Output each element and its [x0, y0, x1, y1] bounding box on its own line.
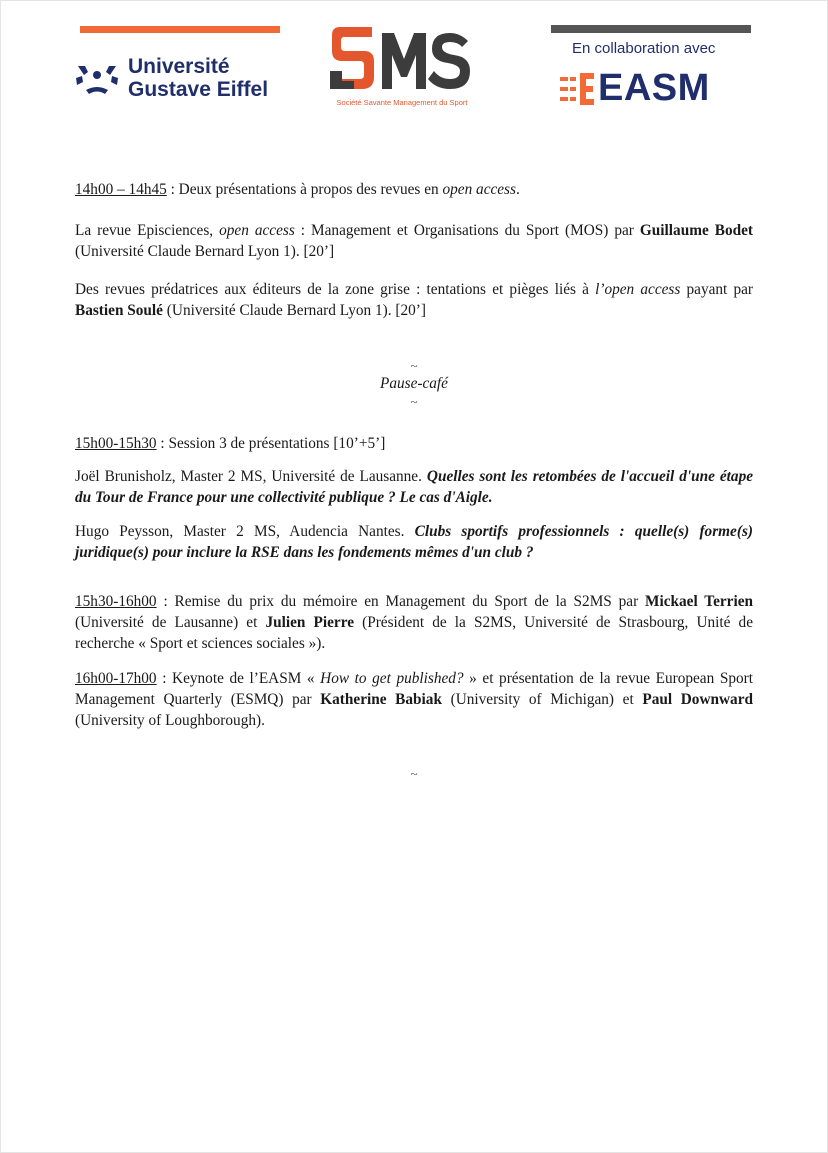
slot-text: (Président de la S2MS, Université de Strasbourg, Unité de recherche « Sport et sciences sociales »).: [75, 614, 753, 652]
talk-title: Quelles sont les retombées de l'accueil d'une étape du Tour de France pour une collectivité publique ? Le cas d'Aigle.: [75, 468, 754, 506]
speaker-name: Paul Downward: [642, 691, 753, 708]
talk-text-italic: l’open access: [595, 281, 681, 298]
easm-name: EASM: [598, 67, 710, 109]
slot-text: (Université de Lausanne) et: [75, 614, 266, 631]
slot-15h30: [75, 591, 753, 654]
s2ms-tagline: Société Savante Management du Sport: [336, 98, 468, 107]
slot-text: : Keynote de l’EASM «: [156, 670, 321, 687]
talk-text: La revue Episciences,: [75, 222, 220, 239]
talk-text: (Université Claude Bernard Lyon 1). [20’]: [162, 302, 426, 319]
slot-text-italic: How to get published?: [320, 670, 464, 687]
uge-name-line1: Université: [128, 55, 230, 78]
slot-text: : Session 3 de présentations [10’+5’]: [156, 435, 386, 452]
separator-tilde: ~: [410, 358, 418, 373]
end-separator-tilde: ~: [410, 766, 418, 781]
presenter: Joël Brunisholz, Master 2 MS, Université de Lausanne.: [75, 468, 427, 485]
slot-16h00: [75, 668, 753, 731]
talk-revues-predatrices: [75, 279, 753, 321]
slot-text: : Deux présentations à propos des revues en: [166, 181, 443, 198]
uge-logo-icon: [74, 56, 120, 102]
slot-text-italic: open access: [442, 181, 516, 198]
talk-peysson: [75, 521, 753, 563]
slot-text: (University of Loughborough).: [75, 712, 265, 729]
presenter: Hugo Peysson, Master 2 MS, Audencia Nantes.: [75, 523, 415, 540]
speaker-name: Bastien Soulé: [75, 302, 163, 319]
slot-time: 15h00-15h30: [75, 435, 157, 452]
speaker-name: Katherine Babiak: [320, 691, 442, 708]
speaker-name: Julien Pierre: [265, 614, 354, 631]
talk-brunisholz: [75, 466, 753, 508]
slot-text: (University of Michigan) et: [441, 691, 643, 708]
talk-text: Des revues prédatrices aux éditeurs de la zone grise : tentations et pièges liés à: [75, 281, 596, 298]
talk-text: (Université Claude Bernard Lyon 1). [20’]: [75, 243, 335, 260]
uge-name: [128, 55, 268, 101]
collaboration-label: En collaboration avec: [572, 40, 716, 57]
easm-grey-bar: [551, 25, 751, 33]
easm-logo-icon: [560, 71, 594, 107]
talk-text-italic: open access: [219, 222, 295, 239]
speaker-name: Mickael Terrien: [645, 593, 754, 610]
slot-time: 14h00 – 14h45: [75, 181, 167, 198]
uge-orange-bar: [80, 26, 280, 33]
talk-title: Clubs sportifs professionnels : quelle(s) forme(s) juridique(s) pour inclure la RSE dans les fondements mêmes d'un club ?: [75, 523, 753, 561]
slot-text: » et présentation de la revue European Sport Management Quarterly (ESMQ) par: [75, 670, 753, 708]
separator-tilde: ~: [410, 394, 418, 409]
slot-text: : Remise du prix du mémoire en Management du Sport de la S2MS par: [156, 593, 646, 610]
slot-time: 15h30-16h00: [75, 593, 157, 610]
talk-episciences: [75, 220, 753, 262]
slot-text-end: .: [515, 181, 520, 198]
talk-text: payant par: [680, 281, 753, 298]
coffee-break: [75, 357, 753, 411]
slot-15h00: [75, 433, 753, 454]
speaker-name: Guillaume Bodet: [639, 222, 753, 239]
uge-name-line2: Gustave Eiffel: [128, 78, 269, 101]
coffee-break-label: Pause-café: [380, 375, 448, 392]
program-content: [75, 179, 753, 783]
talk-text: : Management et Organisations du Sport (MOS) par: [294, 222, 640, 239]
slot-time: 16h00-17h00: [75, 670, 157, 687]
s2ms-logo-icon: [328, 25, 476, 91]
slot-14h00: [75, 179, 753, 200]
